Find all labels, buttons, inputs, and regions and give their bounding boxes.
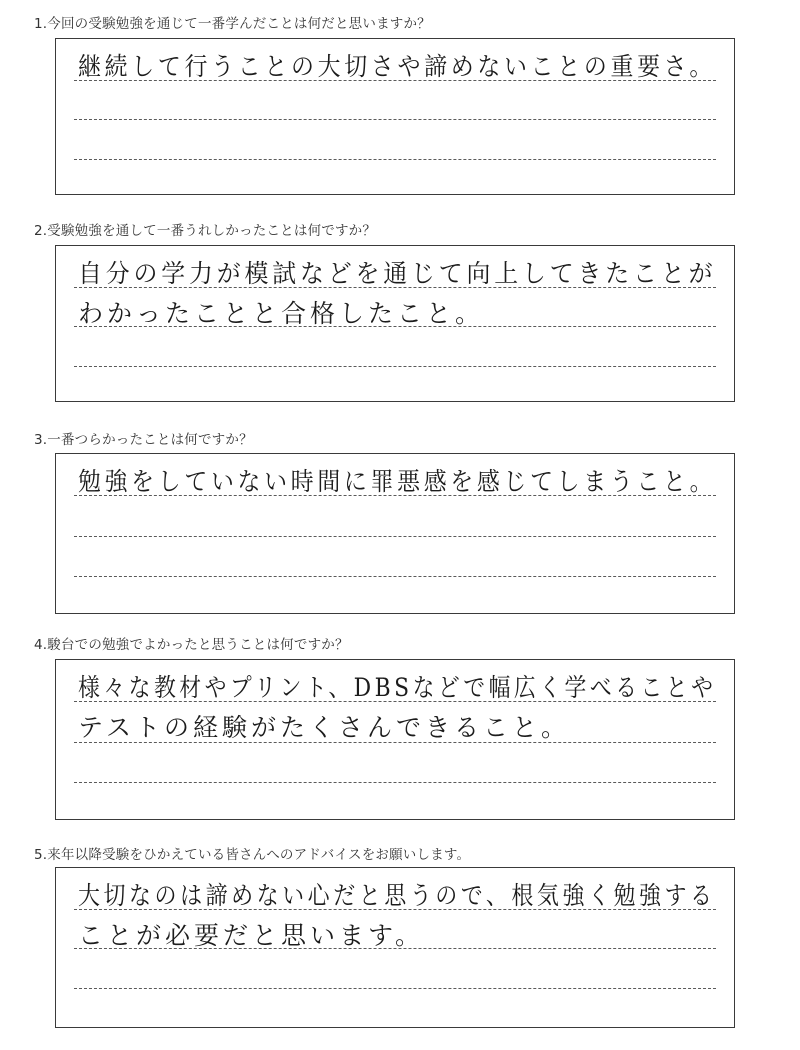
answer-1-line-1-text: 継続して行うことの大切さや諦めないことの重要さ。 [78,52,717,81]
answer-1-line-1 [74,80,716,81]
question-2-label: 2.受験勉強を通して一番うれしかったことは何ですか？ [34,223,377,239]
answer-3-line-2 [74,536,716,537]
answer-1-line-2 [74,119,716,120]
answer-5-line-3 [74,988,716,989]
answer-3-line-3 [74,576,716,577]
answer-2-line-1 [74,287,716,288]
answer-4-line-3 [74,782,716,783]
answer-5-line-1-text: 大切なのは諦めない心だと思うので、根気強く勉強する [78,881,716,910]
answer-4-line-2 [74,742,716,743]
answer-box-1 [55,38,735,195]
answer-2-line-2-text: わかったことと合格したこと。 [78,299,485,328]
answer-box-2 [55,245,735,402]
answer-box-3 [55,453,735,614]
answer-4-line-1-text: 様々な教材やプリント、DBSなどで幅広く学べることや [78,673,717,702]
answer-2-line-1-text: 自分の学力が模試などを通じて向上してきたことが [78,259,717,288]
answer-2-line-3 [74,366,716,367]
question-4-label: 4.駿台での勉強でよかったと思うことは何ですか？ [34,637,349,653]
answer-5-line-1 [74,909,716,910]
question-3-label: 3.一番つらかったことは何ですか？ [34,432,253,448]
answer-1-line-3 [74,159,716,160]
answer-box-5 [55,867,735,1028]
answer-4-line-2-text: テストの経験がたくさんできること。 [78,713,571,742]
answer-3-line-1 [74,495,716,496]
answer-2-line-2 [74,326,716,327]
answer-3-line-1-text: 勉強をしていない時間に罪悪感を感じてしまうこと。 [78,467,717,496]
answer-5-line-2 [74,948,716,949]
answer-4-line-1 [74,701,716,702]
question-1-label: 1.今回の受験勉強を通じて一番学んだことは何だと思いますか？ [34,16,431,32]
question-5-label: 5.来年以降受験をひかえている皆さんへのアドバイスをお願いします。 [34,847,471,863]
answer-box-4 [55,659,735,820]
answer-5-line-2-text: ことが必要だと思います。 [78,921,425,950]
